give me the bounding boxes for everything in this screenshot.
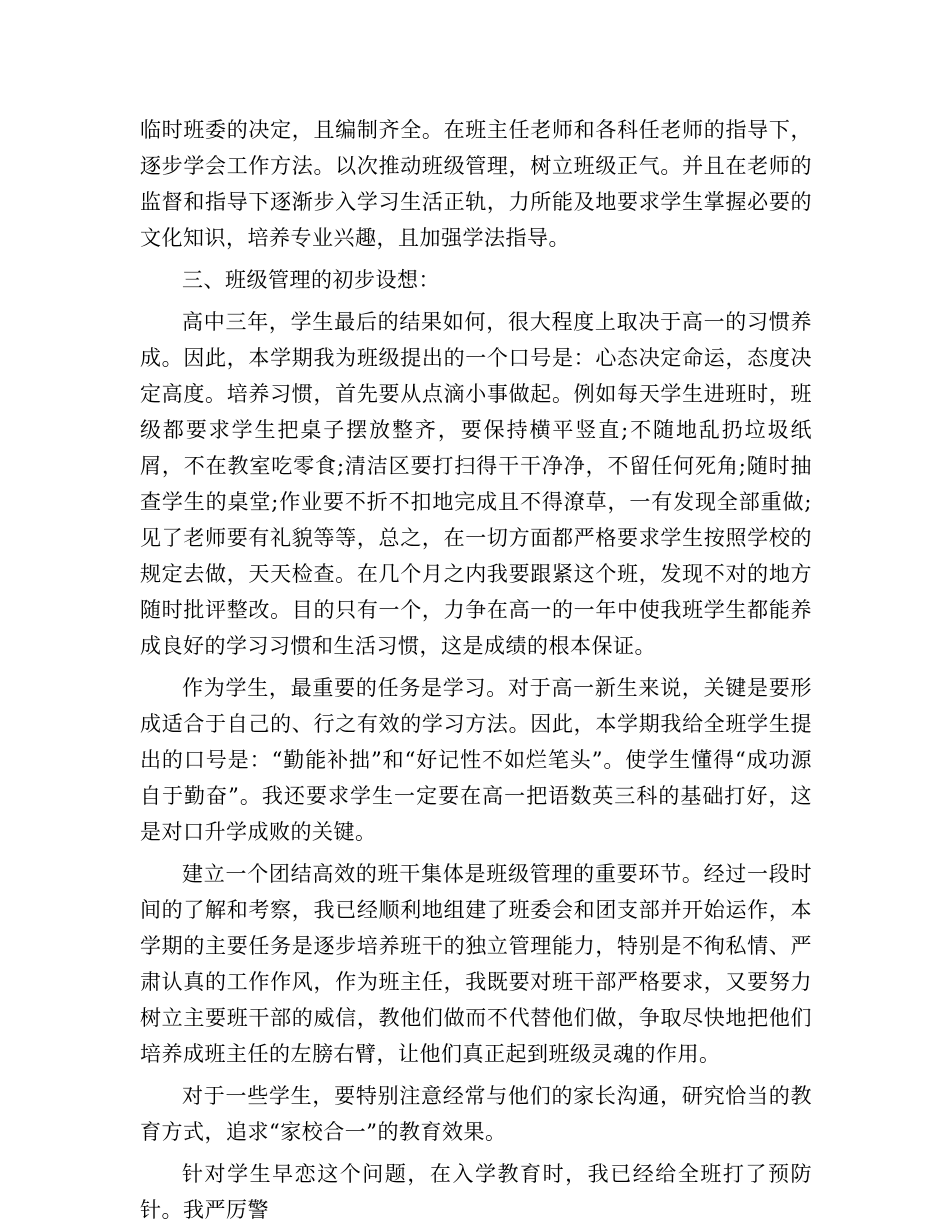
paragraph-class-cadre: 建立一个团结高效的班干集体是班级管理的重要环节。经过一段时间的了解和考察，我已经顺利地组建了班委会和团支部并开始运作，本学期的主要任务是逐步培养班干的独立管理能力，特别是不徇私情、严肃认真的工作作风，作为班主任，我既要对班干部严格要求，又要努力树立主要班干部的威信，教他们做而不代替他们做，争取尽快地把他们培养成班主任的左膀右臂，让他们真正起到班级灵魂的作用。 bbox=[140, 862, 812, 1066]
document-body bbox=[140, 112, 812, 1228]
paragraph-early-love: 针对学生早恋这个问题，在入学教育时，我已经给全班打了预防针。我严厉警 bbox=[140, 1162, 812, 1222]
paragraph-study: 作为学生，最重要的任务是学习。对于高一新生来说，关键是要形成适合于自己的、行之有效的学习方法。因此，本学期我给全班学生提出的口号是：“勤能补拙”和“好记性不如烂笔头”。使学生懂得“成功源自于勤奋”。我还要求学生一定要在高一把语数英三科的基础打好，这是对口升学成败的关键。 bbox=[140, 676, 812, 844]
paragraph-parents: 对于一些学生，要特别注意经常与他们的家长沟通，研究恰当的教育方式，追求“家校合一”的教育效果。 bbox=[140, 1084, 812, 1144]
section-heading: 三、班级管理的初步设想： bbox=[182, 268, 440, 292]
paragraph-continuation: 临时班委的决定，且编制齐全。在班主任老师和各科任老师的指导下，逐步学会工作方法。以次推动班级管理，树立班级正气。并且在老师的监督和指导下逐渐步入学习生活正轨，力所能及地要求学生掌握必要的文化知识，培养专业兴趣，且加强学法指导。 bbox=[140, 118, 812, 250]
paragraph-habits: 高中三年，学生最后的结果如何，很大程度上取决于高一的习惯养成。因此，本学期我为班级提出的一个口号是：心态决定命运，态度决定高度。培养习惯，首先要从点滴小事做起。例如每天学生进班时，班级都要求学生把桌子摆放整齐，要保持横平竖直;不随地乱扔垃圾纸屑，不在教室吃零食;清洁区要打扫得干干净净，不留任何死角;随时抽查学生的桌堂;作业要不折不扣地完成且不得潦草，一有发现全部重做;见了老师要有礼貌等等，总之，在一切方面都严格要求学生按照学校的规定去做，天天检查。在几个月之内我要跟紧这个班，发现不对的地方随时批评整改。目的只有一个，力争在高一的一年中使我班学生都能养成良好的学习习惯和生活习惯，这是成绩的根本保证。 bbox=[140, 310, 812, 658]
